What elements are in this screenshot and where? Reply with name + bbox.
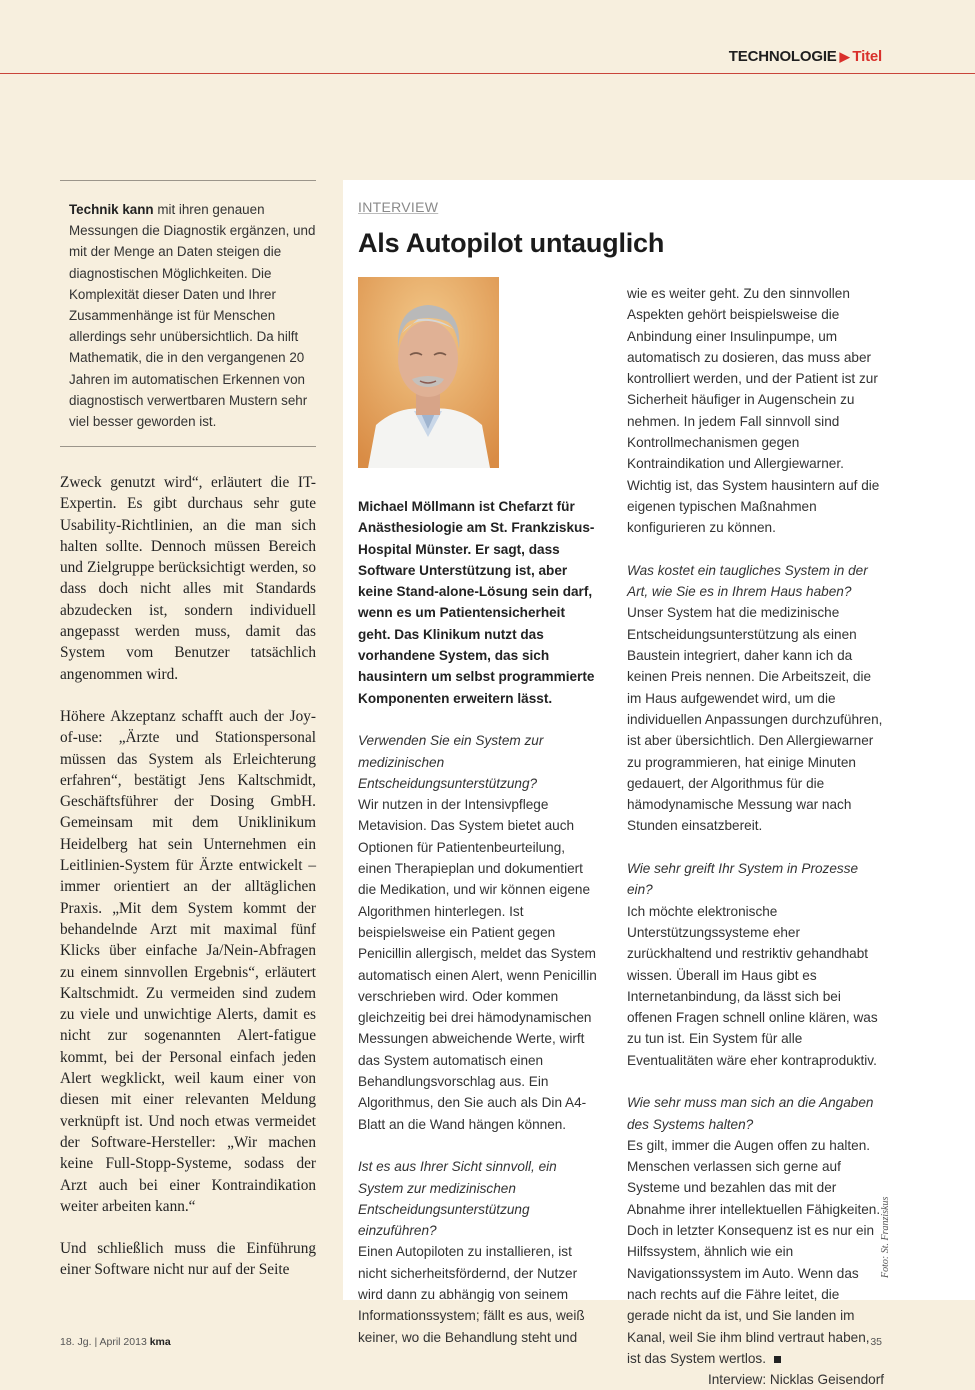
interview-column-middle [358, 496, 600, 1369]
interview-question: Wie sehr greift Ihr System in Prozesse ein? [627, 861, 859, 898]
subsection-label: Titel [852, 48, 882, 65]
interview-question: Ist es aus Ihrer Sicht sinnvoll, ein System zur medizinischen Entscheidungsunterstützung einzuführen? [358, 1159, 557, 1239]
interview-answer: Einen Autopiloten zu installieren, ist nicht sicherheitsfördernd, der Nutzer wird dann zu abhängig von seinem Informationssystem; fällt es aus, weiß keiner, wo die Behandlung steht und [358, 1244, 585, 1345]
interview-answer: Es gilt, immer die Augen offen zu halten. Menschen verlassen sich gerne auf Systeme und bezahlen das mit der Abnahme ihrer intellektuellen Fähigkeiten. Doch in letzter Konsequenz ist es nur ein Hilfssystem, ähnlich wie ein Navigationssystem im Auto. Wenn das nach rechts auf die Fähre leitet, die gerade nicht da ist, und Sie landen im Kanal, weil Sie ihm blind vertraut haben, ist das System wertlos. [627, 1137, 881, 1366]
arrow-right-icon: ▶ [839, 49, 850, 64]
portrait-photo [358, 277, 499, 468]
interview-column-right [627, 283, 884, 1390]
article-column-left [60, 472, 316, 1302]
qa-block [358, 730, 600, 1135]
interview-kicker: INTERVIEW [358, 199, 439, 215]
page-number: 35 [870, 1336, 882, 1348]
interview-headline: Als Autopilot untauglich [358, 228, 665, 258]
header-rule [0, 73, 975, 74]
page-footer [60, 1336, 171, 1348]
info-box-text [69, 199, 316, 432]
interview-credit: Interview: Nicklas Geisendorf [707, 1372, 884, 1388]
qa-block [627, 560, 884, 837]
interview-question: Was kostet ein taugliches System in der Art, wie Sie es in Ihrem Haus haben? [627, 562, 868, 600]
interview-answer: Unser System hat die medizinische Entscheidungsunterstützung als einen Baustein integriert, daher kann ich da keinen Preis nennen. Die Arbeitszeit, die im Haus aufgewendet wird, um die individuellen Anpassungen durchzuführen, ist aber übersichtlich. Den Allergiewarner zu programmieren, hat einige Minuten gedauert, der Algorithmus für die hämodynamische Messung war nach Stunden einsatzbereit. [627, 605, 883, 834]
info-box-body: mit ihren genauen Messungen die Diagnostik ergänzen, und mit der Menge an Daten steigen die diagnostischen Möglichkeiten. Die Komplexität dieser Daten und Ihrer Zusammenhänge ist für Menschen allerdings sehr unübersichtlich. Da hilft Mathematik, die in den vergangenen 20 Jahren im automatischen Erkennen von diagnostisch verwertbaren Mustern sehr viel besser geworden ist. [69, 202, 316, 430]
paragraph: Höhere Akzeptanz schafft auch der Joy-of-use: „Ärzte und Stationspersonal müssen das System als Erleichterung erfahren“, bestätigt Jens Kaltschmidt, Geschäftsführer der Dosing GmbH. Gemeinsam mit dem Uniklinikum Heidelberg hat sein Unternehmen ein Leitlinien-System für Ärzte entwickelt – immer orientiert an der alltäglichen Praxis. „Mit dem System kommt der behandelnde Arzt mit maximal fünf Klicks über einfache Ja/Nein-Abfragen zu einem sinnvollen Ergebnis“, erläutert Kaltschmidt. Zu vermeiden sind zudem zu viele und unwichtige Alerts, damit es nicht zur sogenannten Alert-fatigue kommt, bei der Personal einfach jeden Alert wegklickt, weil kaum einer von diesen mit einer relevanten Meldung verknüpft ist. Und noch etwas vermeidet der Software-Hersteller: „Wir machen keine Full-Stopp-Systeme, sodass der Arzt auch bei einer Kontraindikation weiter arbeiten kann.“ [60, 707, 316, 1215]
interview-answer: Ich möchte elektronische Unterstützungssysteme eher zurückhaltend und restriktiv gehandhabt wissen. Überall im Haus gibt es Internetanbindung, da lässt sich bei offenen Fragen schnell online klären, was zu tun ist. Ein System für alle Eventualitäten wäre eher kontraproduktiv. [627, 903, 878, 1068]
end-mark-icon [774, 1356, 781, 1363]
interview-question: Verwenden Sie ein System zur medizinischen Entscheidungsunterstützung? [358, 733, 544, 791]
interview-lead: Michael Möllmann ist Chefarzt für Anästhesiologie am St. Frankziskus-Hospital Münster. Er sagt, dass Software Unterstützung ist, aber keine Stand-alone-Lösung sein darf, wenn es um Patientensicherheit geht. Das Klinikum nutzt das vorhandene System, das sich hausintern um selbst programmierte Komponenten erweitern lässt. [358, 499, 595, 706]
info-box-lead: Technik kann [69, 202, 154, 217]
portrait-illustration [358, 277, 499, 468]
paragraph: Und schließlich muss die Einführung einer Software nicht nur auf der Seite [60, 1240, 316, 1279]
qa-block [627, 858, 884, 1071]
info-box [60, 180, 316, 447]
qa-block [627, 1092, 884, 1390]
interview-question: Wie sehr muss man sich an die Angaben des Systems halten? [627, 1095, 874, 1132]
interview-answer: wie es weiter geht. Zu den sinnvollen Aspekten gehört beispielsweise die Anbindung einer Insulinpumpe, um automatisch zu dosieren, das muss aber kontrolliert werden, und der Patient ist zur Sicherheit häufiger in Augenschein zu nehmen. In jedem Fall sinnvoll sind Kontrollmechanismen gegen Kontraindikation und Allergiewarner. Wichtig ist, das System hausintern auf die eigenen typischen Maßnahmen konfigurieren zu können. [627, 286, 880, 536]
magazine-logo: kma [149, 1336, 171, 1348]
qa-block [358, 1156, 600, 1348]
section-label: TECHNOLOGIE [728, 48, 837, 65]
issue-info: 18. Jg. | April 2013 [60, 1336, 150, 1348]
interview-answer: Wir nutzen in der Intensivpflege Metavision. Das System bietet auch Optionen für Patientenbeurteilung, einen Therapieplan und dokumentiert die Medikation, und wir können eigene Algorithmen hinterlegen. Ist beispielsweise ein Patient gegen Penicillin allergisch, meldet das System automatisch einen Alert, wenn Penicillin verschrieben wird. Oder kommen gleichzeitig bei drei hämodynamischen Messungen abweichende Werte, wirft das System automatisch einen Behandlungsvorschlag aus. Ein Algorithmus, den Sie auch als Din A4-Blatt an die Wand hängen können. [358, 797, 597, 1132]
photo-credit: Foto: St. Franziskus [880, 1196, 891, 1278]
paragraph: Zweck genutzt wird“, erläutert die IT-Expertin. Es gibt durchaus sehr gute Usability-Richtlinien, an die man sich halten sollte. Dennoch müssen Bereich und Zielgruppe berücksichtigt werden, so dass doch nicht alles mit Standards abzudecken ist, sondern individuell angepasst werden muss, damit das System vom Benutzer tatsächlich angenommen wird. [60, 474, 316, 683]
section-header [729, 48, 882, 65]
